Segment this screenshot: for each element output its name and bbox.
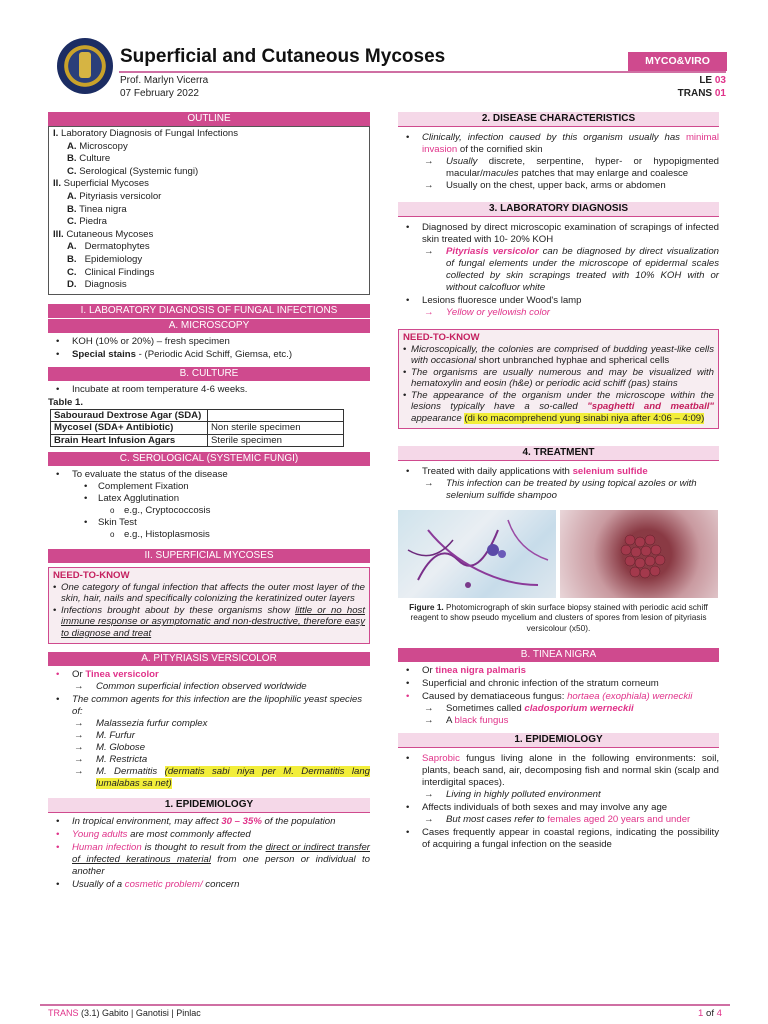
disease-list	[398, 132, 719, 192]
trans-number: 01	[714, 88, 726, 99]
list-item: • To evaluate the status of the disease • Complement Fixation • Latex Agglutination o e.g., Cryptococcosis • Skin Test o e.g., Histoplasmosis	[48, 469, 370, 541]
outline-item: D. Diagnosis	[67, 279, 127, 291]
list-item: • Young adults are most commonly affected	[48, 829, 370, 841]
list-item: • Infections brought about by these organisms show little or no host immune response or asymptomatic and non-destructive, therefore easy to diagnose and treat	[53, 605, 365, 640]
need-to-know-title: NEED-TO-KNOW	[403, 332, 480, 343]
culture-table	[50, 409, 344, 448]
list-item: → Usually discrete, serpentine, hyper- or hypopigmented macular/macules patches that may enlarge and coalesce	[422, 156, 719, 180]
caduceus-icon	[79, 52, 91, 78]
tinea-epidemiology-header: 1. EPIDEMIOLOGY	[398, 733, 719, 748]
list-item: • Incubate at room temperature 4-6 weeks.	[48, 384, 370, 396]
list-item: o e.g., Cryptococcosis	[98, 505, 370, 517]
treatment-header: 4. TREATMENT	[398, 446, 719, 461]
outline-item: A. Pityriasis versicolor	[67, 190, 162, 202]
footer-credits: TRANS (3.1) Gabito | Ganotisi | Pinlac	[48, 1008, 201, 1018]
list-item: • Cases frequently appear in coastal regions, indicating the possibility of acquiring a fungal infection on the seaside	[398, 827, 719, 851]
le-trans-block	[678, 74, 726, 100]
list-item: • Diagnosed by direct microscopic examination of scrapings of infected skin treated with 10- 20% KOH → Pityriasis versicolor can be diagnosed by direct visualization of fungal elements under the microscope of epidermal scales collected by skin scrapings treated with 10% KOH with or without calcofluor white	[398, 222, 719, 294]
list-item: • Microscopically, the colonies are comprised of budding yeast-like cells with occasional short unbranched hyphae and spherical cells	[403, 344, 714, 367]
list-item: • Human infection is thought to result from the direct or indirect transfer of infected keratinous material from one person or individual to another	[48, 842, 370, 878]
epidemiology-list	[48, 816, 370, 891]
list-item: → Common superficial infection observed worldwide	[72, 681, 370, 693]
list-item: → M. Globose	[72, 742, 370, 754]
list-item: → Yellow or yellowish color	[422, 307, 719, 319]
school-logo	[57, 38, 113, 94]
le-label: LE	[699, 75, 713, 86]
micrograph-figure	[398, 510, 718, 598]
culture-list	[48, 384, 370, 396]
header-divider	[119, 71, 726, 73]
list-item: → Living in highly polluted environment	[422, 789, 719, 801]
page-number: 1 of 4	[697, 1008, 722, 1019]
outline-item: II. Superficial Mycoses	[53, 178, 149, 190]
lab-diagnosis-subheader: 3. LABORATORY DIAGNOSIS	[398, 202, 719, 217]
list-item: → Pityriasis versicolor can be diagnosed by direct visualization of fungal elements under the microscope of epidermal scales collected by skin scrapings treated with 10% KOH with or without calcofluor white	[422, 246, 719, 294]
tinea-nigra-list	[398, 665, 719, 727]
superficial-mycoses-header: II. SUPERFICIAL MYCOSES	[48, 549, 370, 563]
outline-item: C. Clinical Findings	[67, 266, 155, 278]
disease-characteristics-header: 2. DISEASE CHARACTERISTICS	[398, 112, 719, 127]
page-title: Superficial and Cutaneous Mycoses	[120, 46, 446, 67]
list-item: • Saprobic fungus living alone in the following environments: soil, plants, beach sand, air, decomposing fish and normal skin (scalp and interdigital spaces). → Living in highly polluted environment	[398, 753, 719, 801]
outline-item: A. Microscopy	[67, 140, 128, 152]
outline-item: B. Epidemiology	[67, 253, 143, 265]
outline-item: III. Cutaneous Mycoses	[53, 228, 154, 240]
list-item: • One category of fungal infection that affects the outer most layer of the skin, hair, nails and specifically colonizing the keratinized outer layers	[53, 582, 365, 605]
table-row: Brain Heart Infusion Agars Sterile specimen	[51, 434, 344, 447]
outline-item: B. Culture	[67, 153, 111, 165]
list-item: • In tropical environment, may affect 30 – 35% of the population	[48, 816, 370, 828]
trans-label: TRANS	[677, 88, 713, 99]
author: Prof. Marlyn Vicerra	[120, 75, 209, 86]
serological-header: C. SEROLOGICAL (SYSTEMIC FUNGI)	[48, 452, 370, 466]
list-item: • Skin Test o e.g., Histoplasmosis	[72, 517, 370, 541]
list-item: • Complement Fixation	[72, 481, 370, 493]
labdx-list	[398, 222, 719, 319]
list-item: → M. Restricta	[72, 754, 370, 766]
list-item: • Usually of a cosmetic problem/ concern	[48, 879, 370, 891]
micrograph-left-image	[398, 510, 556, 598]
outline-item: B. Tinea nigra	[67, 203, 127, 215]
list-item: • The appearance of the organism under the microscope within the lesions typically have a so-called "spaghetti and meatball" appearance (di ko macomprehend yung sinabi niya after 4:06 – 4:09)	[403, 390, 714, 425]
right-column	[398, 112, 719, 854]
tinea-epidemiology-list	[398, 753, 719, 851]
le-number: 03	[714, 75, 726, 86]
table-label: Table 1.	[48, 396, 84, 408]
list-item: • KOH (10% or 20%) – fresh specimen	[48, 336, 370, 348]
treatment-list	[398, 466, 719, 502]
pityriasis-list	[48, 669, 370, 790]
list-item: • Special stains - (Periodic Acid Schiff, Giemsa, etc.)	[48, 349, 370, 361]
list-item: • Or Tinea versicolor → Common superficial infection observed worldwide	[48, 669, 370, 693]
list-item: → But most cases refer to females aged 20 years and under	[422, 814, 719, 826]
outline-box	[48, 126, 370, 295]
need-to-know-title: NEED-TO-KNOW	[53, 570, 130, 582]
figure-caption: Figure 1. Photomicrograph of skin surface biopsy stained with periodic acid schiff reagent to show pseudo mycelium and clusters of spores from lesion of pityriasis versicolour (x50).	[409, 602, 708, 633]
list-item: • Superficial and chronic infection of the stratum corneum	[398, 678, 719, 690]
list-item: • The common agents for this infection are the lipophilic yeast species of: → Malassezia furfur complex → M. Furfur → M. Globose → M. Restricta → M. Dermatitis (dermatis sabi niya per M. Dermatitis lang lumalabas sa net)	[48, 694, 370, 790]
list-item: → M. Dermatitis (dermatis sabi niya per M. Dermatitis lang lumalabas sa net)	[72, 766, 370, 790]
list-item: • The organisms are usually numerous and may be visualized with hematoxylin and eosin (h&e) or periodic acid schiff (pas) stains	[403, 367, 714, 390]
list-item: → This infection can be treated by using topical azoles or with selenium sulfide shampoo	[422, 478, 719, 502]
outline-item: A. Dermatophytes	[67, 241, 150, 253]
need-to-know-box	[48, 567, 370, 644]
footer-divider	[40, 1004, 730, 1006]
lecture-date: 07 February 2022	[120, 88, 199, 99]
list-item: → M. Furfur	[72, 730, 370, 742]
lab-diagnosis-header: I. LABORATORY DIAGNOSIS OF FUNGAL INFECTIONS	[48, 304, 370, 318]
outline-header: OUTLINE	[48, 112, 370, 126]
list-item: → A black fungus	[422, 715, 719, 727]
list-item: • Or tinea nigra palmaris	[398, 665, 719, 677]
pityriasis-header: A. PITYRIASIS VERSICOLOR	[48, 652, 370, 666]
epidemiology-header: 1. EPIDEMIOLOGY	[48, 798, 370, 813]
table-row: Mycosel (SDA+ Antibiotic) Non sterile specimen	[51, 422, 344, 435]
list-item: • Latex Agglutination o e.g., Cryptococcosis	[72, 493, 370, 517]
need-to-know-box	[398, 329, 719, 429]
microscopy-header: A. MICROSCOPY	[48, 319, 370, 333]
list-item: • Clinically, infection caused by this organism usually has minimal invasion of the cornified skin → Usually discrete, serpentine, hyper- or hypopigmented macular/macules patches that may enlarge and coalesce → Usually on the chest, upper back, arms or abdomen	[398, 132, 719, 192]
table-row: Sabouraud Dextrose Agar (SDA)	[51, 409, 344, 422]
left-column	[48, 112, 370, 894]
list-item: → Sometimes called cladosporium werneckii	[422, 703, 719, 715]
outline-item: I. Laboratory Diagnosis of Fungal Infections	[53, 128, 239, 139]
author-block	[120, 74, 208, 100]
list-item: • Caused by dematiaceous fungus: hortaea (exophiala) werneckii → Sometimes called cladosporium werneckii → A black fungus	[398, 691, 719, 727]
micrograph-right-image	[560, 510, 718, 598]
outline-item: C. Serological (Systemic fungi)	[67, 165, 199, 177]
list-item: • Affects individuals of both sexes and may involve any age → But most cases refer to females aged 20 years and under	[398, 802, 719, 826]
list-item: → Usually on the chest, upper back, arms or abdomen	[422, 180, 719, 192]
subject-badge: MYCO&VIRO	[628, 52, 727, 71]
culture-header: B. CULTURE	[48, 367, 370, 381]
serological-list	[48, 469, 370, 541]
microscopy-list	[48, 336, 370, 361]
tinea-nigra-header: B. TINEA NIGRA	[398, 648, 719, 662]
outline-item: C. Piedra	[67, 216, 107, 228]
list-item: → Malassezia furfur complex	[72, 718, 370, 730]
list-item: o e.g., Histoplasmosis	[98, 529, 370, 541]
list-item: • Lesions fluoresce under Wood's lamp → Yellow or yellowish color	[398, 295, 719, 319]
list-item: • Treated with daily applications with selenium sulfide → This infection can be treated by using topical azoles or with selenium sulfide shampoo	[398, 466, 719, 502]
